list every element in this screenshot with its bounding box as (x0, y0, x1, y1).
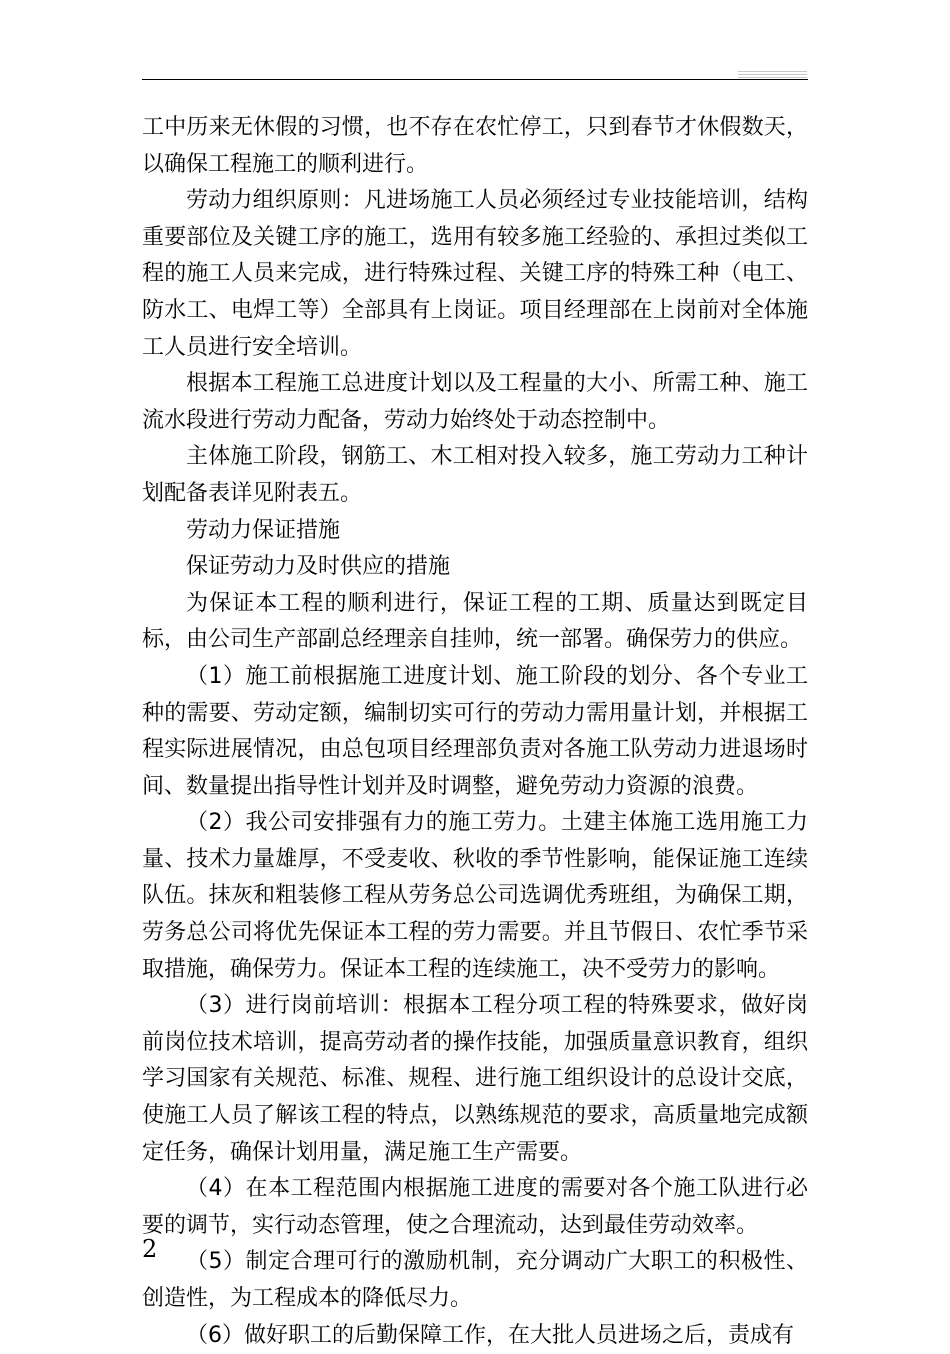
header-mark (738, 77, 807, 78)
list-item-5: （5）制定合理可行的激励机制，充分调动广大职工的积极性、创造性，为工程成本的降低尽力。 (142, 1249, 808, 1311)
list-item-6: （6）做好职工的后勤保障工作，在大批人员进场之后，责成有 (186, 1322, 794, 1348)
header-mark (738, 71, 807, 72)
list-item-4: （4）在本工程范围内根据施工进度的需要对各个施工队进行必要的调节，实行动态管理，使之合理流动，达到最佳劳动效率。 (142, 1176, 808, 1238)
document-body (142, 110, 808, 1354)
list-item-3: （3）进行岗前培训：根据本工程分项工程的特殊要求，做好岗前岗位技术培训，提高劳动者的操作技能，加强质量意识教育，组织学习国家有关规范、标准、规程、进行施工组织设计的总设计交底，使施工人员了解该工程的特点，以熟练规范的要求，高质量地完成额定任务，确保计划用量，满足施工生产需要。 (142, 993, 808, 1165)
paragraph-labor-principles: 劳动力组织原则：凡进场施工人员必须经过专业技能培训，结构重要部位及关键工序的施工，选用有较多施工经验的、承担过类似工程的施工人员来完成，进行特殊过程、关键工序的特殊工种（电工、防水工、电焊工等）全部具有上岗证。项目经理部在上岗前对全体施工人员进行安全培训。 (142, 188, 808, 360)
paragraph-labor-allocation: 根据本工程施工总进度计划以及工程量的大小、所需工种、施工流水段进行劳动力配备，劳动力始终处于动态控制中。 (142, 371, 808, 433)
section-heading-labor-guarantee: 劳动力保证措施 (186, 517, 341, 543)
header-mark (738, 74, 807, 75)
list-item-2: （2）我公司安排强有力的施工劳力。土建主体施工选用施工力量、技术力量雄厚，不受麦收、秋收的季节性影响，能保证施工连续队伍。抹灰和粗装修工程从劳务总公司选调优秀班组，为确保工期，劳务总公司将优先保证本工程的劳力需要。并且节假日、农忙季节采取措施，确保劳力。保证本工程的连续施工，决不受劳力的影响。 (142, 810, 808, 982)
paragraph-main-construction: 主体施工阶段，钢筋工、木工相对投入较多，施工劳动力工种计划配备表详见附表五。 (142, 444, 808, 506)
paragraph-company-deployment: 为保证本工程的顺利进行，保证工程的工期、质量达到既定目标，由公司生产部副总经理亲自挂帅，统一部署。确保劳力的供应。 (142, 590, 808, 653)
header-rule (142, 79, 808, 80)
paragraph-continuation: 工中历来无休假的习惯，也不存在农忙停工，只到春节才休假数天，以确保工程施工的顺利进行。 (142, 115, 808, 177)
list-item-1: （1）施工前根据施工进度计划、施工阶段的划分、各个专业工种的需要、劳动定额，编制切实可行的劳动力需用量计划，并根据工程实际进展情况，由总包项目经理部负责对各施工队劳动力进退场时间、数量提出指导性计划并及时调整，避免劳动力资源的浪费。 (142, 663, 808, 799)
section-heading-supply-measures: 保证劳动力及时供应的措施 (186, 554, 451, 580)
page-number: 2 (142, 1235, 158, 1263)
